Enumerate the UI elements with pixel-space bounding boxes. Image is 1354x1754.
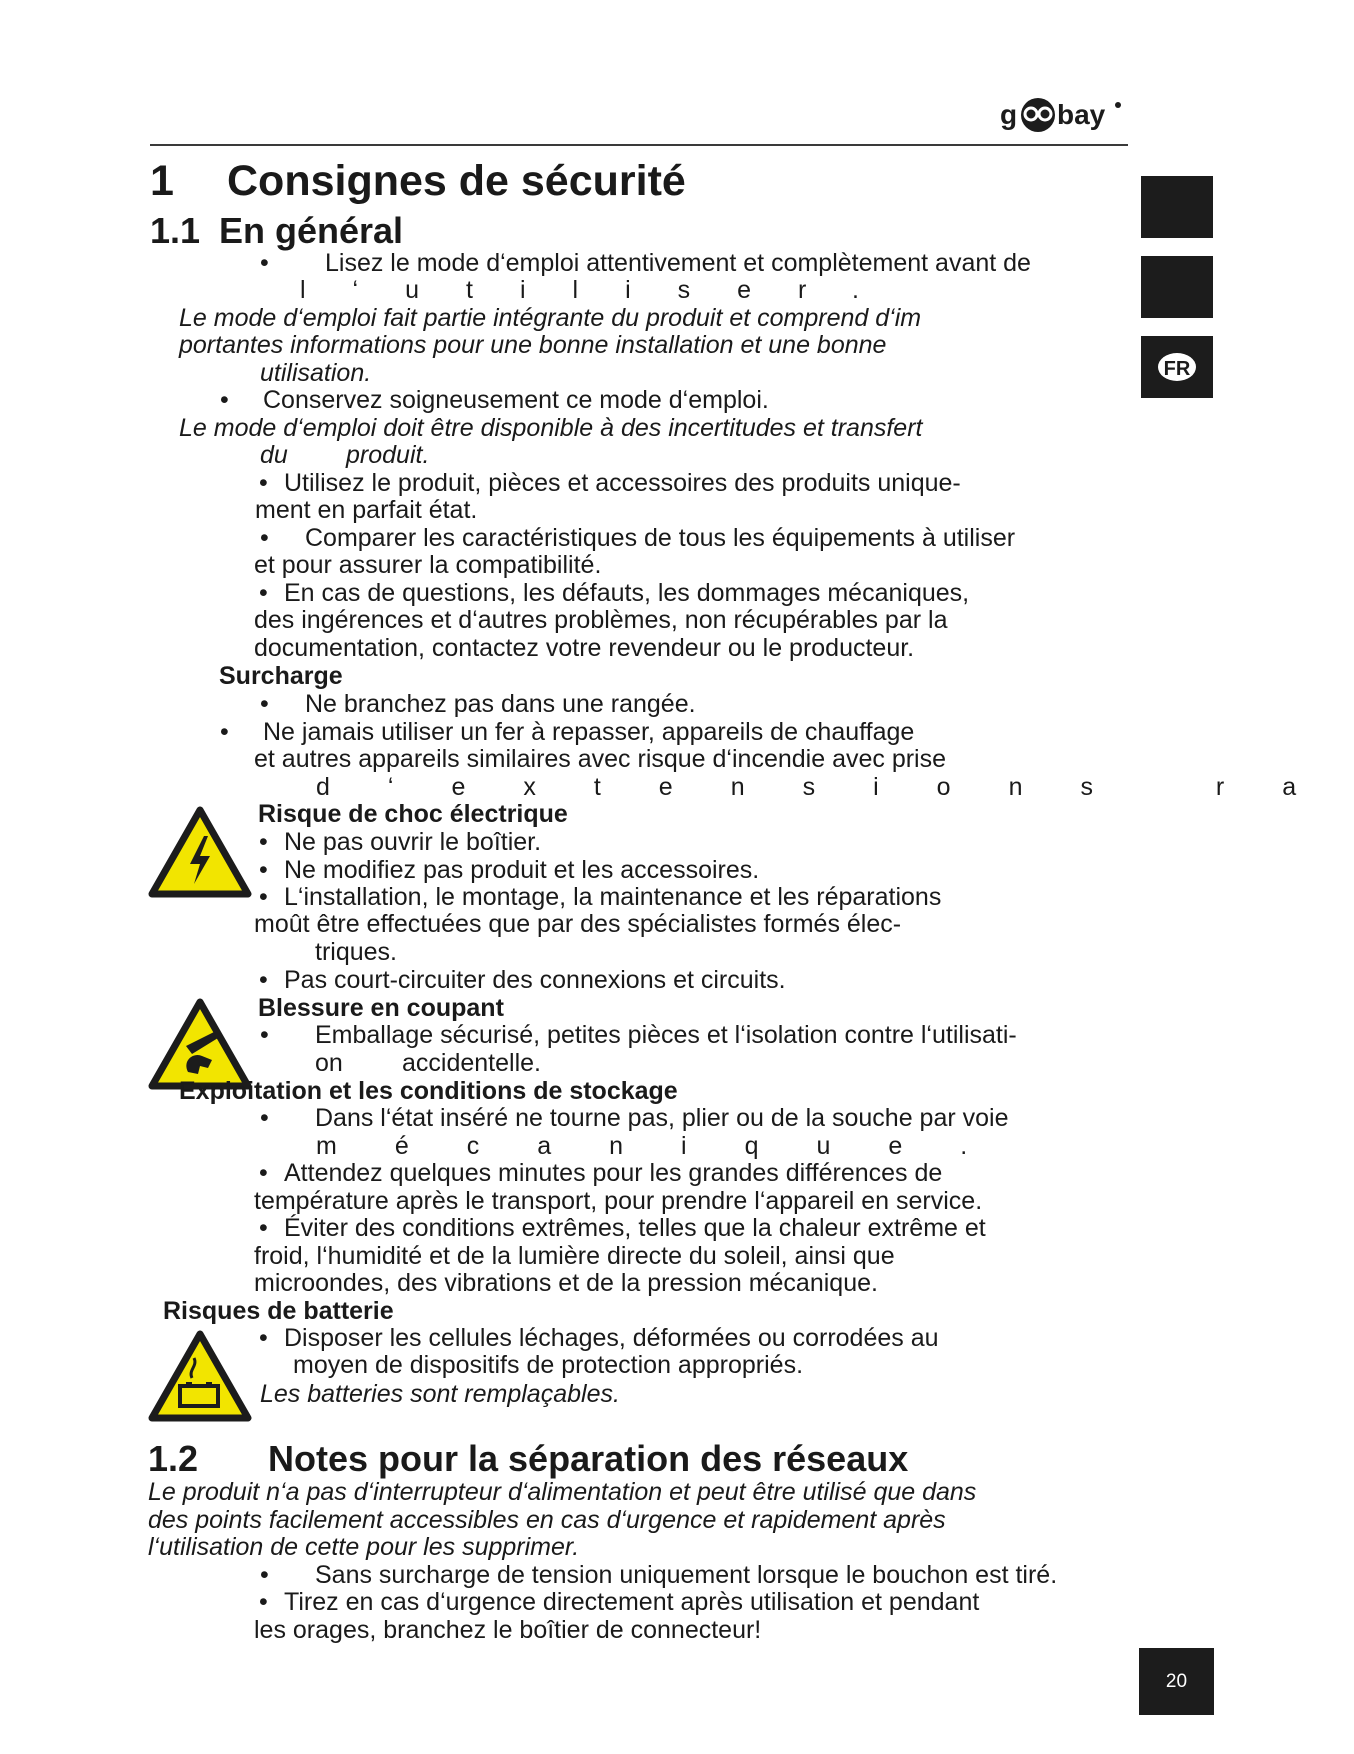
text-line: froid, l‘humidité et de la lumière directe du soleil, ainsi que — [254, 1242, 895, 1270]
text-line: Tirez en cas d‘urgence directement après utilisation et pendant — [284, 1588, 980, 1616]
text-line: moût être effectuées que par des spécialistes formés élec- — [254, 910, 902, 938]
side-tab-1 — [1141, 176, 1213, 238]
text-line: l‘utiliser. — [300, 276, 906, 304]
coupant-title: Blessure en coupant — [258, 994, 504, 1022]
italic-line: des points facilement accessibles en cas d‘urgence et rapidement après — [148, 1506, 946, 1534]
side-tab-fr — [1141, 336, 1213, 398]
bullet: • — [259, 579, 268, 607]
bullet: • — [259, 1159, 268, 1187]
surcharge-title: Surcharge — [219, 662, 343, 690]
bullet: • — [260, 1104, 269, 1132]
text-line: accidentelle. — [402, 1049, 541, 1077]
subsection-number: 1.1 — [150, 210, 201, 251]
text-line: Ne jamais utiliser un fer à repasser, appareils de chauffage — [263, 718, 915, 746]
text-line: Emballage sécurisé, petites pièces et l‘isolation contre l‘utilisati- — [315, 1021, 1017, 1049]
bullet: • — [259, 1214, 268, 1242]
text-line: Comparer les caractéristiques de tous les équipements à utiliser — [305, 524, 1016, 552]
text-line: triques. — [315, 938, 397, 966]
text-line: Pas court-circuiter des connexions et circuits. — [284, 966, 786, 994]
bullet: • — [259, 1588, 268, 1616]
electric-shock-warning-icon — [148, 806, 252, 898]
text-line: mécanique. — [316, 1132, 1026, 1160]
subsection-title: En général — [219, 210, 404, 251]
text-line: microondes, des vibrations et de la pression mécanique. — [254, 1269, 878, 1297]
italic-line: Le mode d‘emploi doit être disponible à des incertitudes et transfert — [179, 414, 923, 442]
text-line: Conservez soigneusement ce mode d‘emploi. — [263, 386, 769, 414]
section-title: Consignes de sécurité — [227, 157, 686, 205]
text-line: des ingérences et d‘autres problèmes, non récupérables par la — [254, 606, 948, 634]
text-line: Utilisez le produit, pièces et accessoires des produits unique- — [284, 469, 961, 497]
text-line: Lisez le mode d‘emploi attentivement et complètement avant de — [325, 249, 1031, 277]
page-number: 20 — [1139, 1648, 1214, 1715]
bullet: • — [260, 690, 269, 718]
text-line: Éviter des conditions extrêmes, telles que la chaleur extrême et — [284, 1214, 986, 1242]
goobay-logo — [1000, 95, 1128, 135]
italic-line: du — [260, 441, 288, 469]
bullet: • — [259, 1324, 268, 1352]
text-line: Ne branchez pas dans une rangée. — [305, 690, 696, 718]
exploitation-title: Exploitation et les conditions de stockage — [179, 1077, 678, 1105]
text-line: et pour assurer la compatibilité. — [254, 551, 602, 579]
italic-line: utilisation. — [260, 359, 372, 387]
text-line: on — [315, 1049, 343, 1077]
bullet: • — [259, 856, 268, 884]
text-line: Disposer les cellules léchages, déformées ou corrodées au — [284, 1324, 939, 1352]
header-rule — [150, 144, 1128, 146]
text-line: Sans surcharge de tension uniquement lorsque le bouchon est tiré. — [315, 1561, 1058, 1589]
subsection-title: Notes pour la séparation des réseaux — [268, 1438, 909, 1479]
italic-line: Le mode d‘emploi fait partie intégrante du produit et comprend d‘im — [179, 304, 922, 332]
batterie-title: Risques de batterie — [163, 1297, 394, 1325]
bullet: • — [259, 469, 268, 497]
text-line: Ne modifiez pas produit et les accessoires. — [284, 856, 760, 884]
svg-text:bay: bay — [1057, 99, 1106, 130]
bullet: • — [260, 1021, 269, 1049]
italic-line: l‘utilisation de cette pour les supprimer. — [148, 1533, 580, 1561]
fr-tab-label: FR — [1163, 358, 1191, 380]
bullet: • — [260, 524, 269, 552]
text-line: Dans l‘état inséré ne tourne pas, plier ou de la souche par voie — [315, 1104, 1009, 1132]
svg-text:g: g — [1000, 99, 1018, 130]
italic-line: portantes informations pour une bonne installation et une bonne — [179, 331, 887, 359]
text-line: ment en parfait état. — [255, 496, 478, 524]
bullet: • — [220, 718, 229, 746]
text-line: les orages, branchez le boîtier de connecteur! — [254, 1616, 762, 1644]
subsection-number: 1.2 — [148, 1438, 199, 1479]
italic-line: Les batteries sont remplaçables. — [260, 1380, 620, 1408]
bullet: • — [259, 828, 268, 856]
italic-line: Le produit n‘a pas d‘interrupteur d‘alimentation et peut être utilisé que dans — [148, 1478, 977, 1506]
italic-line: produit. — [346, 441, 430, 469]
text-line: Ne pas ouvrir le boîtier. — [284, 828, 542, 856]
text-line: Attendez quelques minutes pour les grandes différences de — [284, 1159, 943, 1187]
section-number: 1 — [150, 157, 174, 205]
battery-warning-icon — [148, 1330, 252, 1422]
bullet: • — [259, 966, 268, 994]
bullet: • — [259, 883, 268, 911]
choc-title: Risque de choc électrique — [258, 800, 568, 828]
text-line: En cas de questions, les défauts, les dommages mécaniques, — [284, 579, 970, 607]
text-line: et autres appareils similaires avec risque d‘incendie avec prise — [254, 745, 947, 773]
text-line: température après le transport, pour prendre l‘appareil en service. — [254, 1187, 983, 1215]
text-line: moyen de dispositifs de protection appropriés. — [293, 1351, 804, 1379]
bullet: • — [260, 249, 269, 277]
side-tab-2 — [1141, 256, 1213, 318]
text-line: d‘extensions ra — [316, 773, 1354, 801]
bullet: • — [220, 386, 229, 414]
bullet: • — [260, 1561, 269, 1589]
text-line: documentation, contactez votre revendeur ou le producteur. — [254, 634, 915, 662]
text-line: L‘installation, le montage, la maintenance et les réparations — [284, 883, 942, 911]
